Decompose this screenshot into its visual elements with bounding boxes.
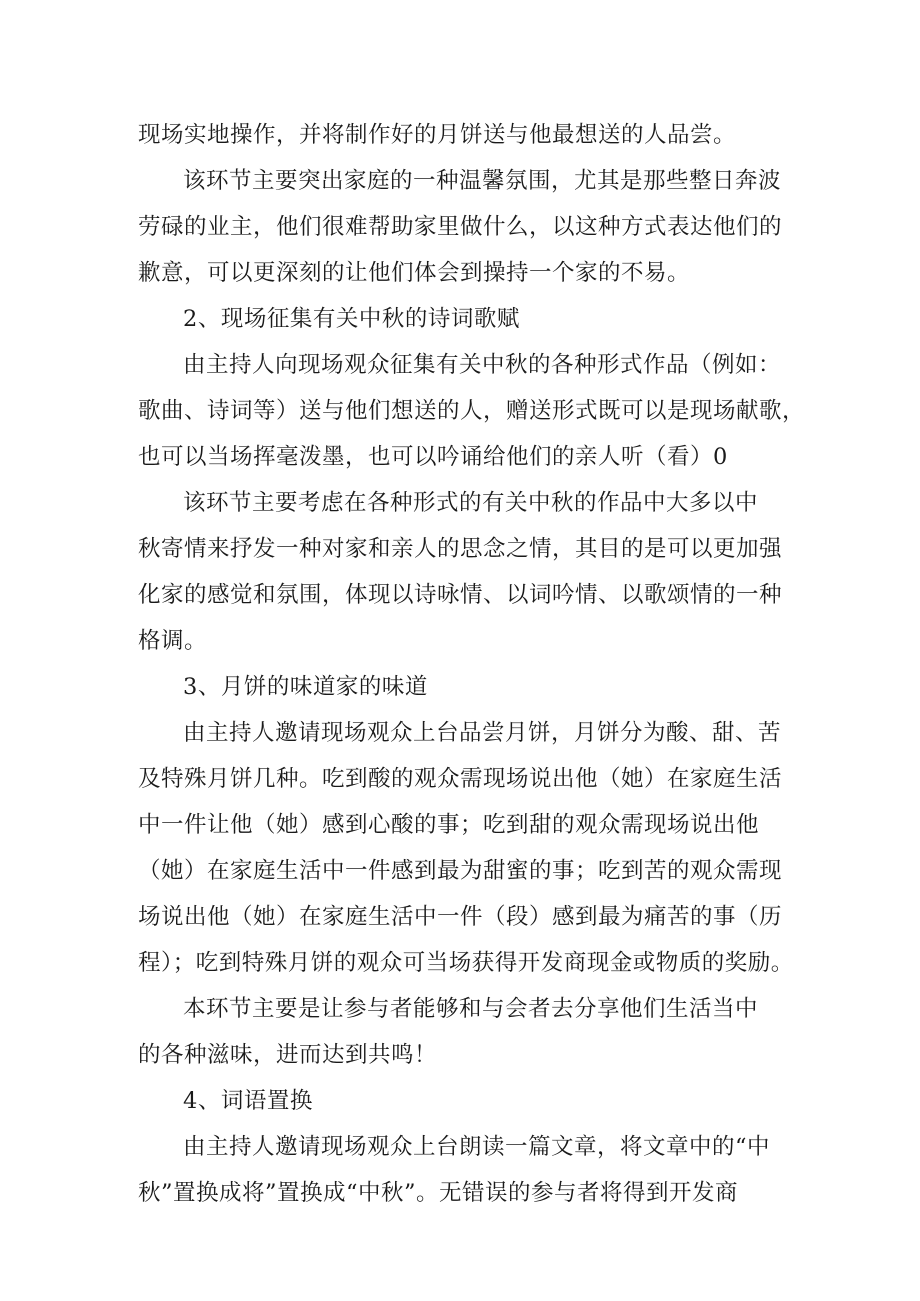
text-line: 及特殊月饼几种。吃到酸的观众需现场说出他（她）在家庭生活 xyxy=(138,766,783,792)
text-line: 本环节主要是让参与者能够和与会者去分享他们生活当中 xyxy=(183,996,759,1022)
text-line: 秋”置换成将”置换成“中秋”。无错误的参与者将得到开发商 xyxy=(138,1180,739,1206)
text-line: 的各种滋味，进而达到共鸣！ xyxy=(138,1042,438,1068)
text-line: 由主持人邀请现场观众上台朗读一篇文章，将文章中的“中 xyxy=(183,1134,771,1160)
text-line: 秋寄情来抒发一种对家和亲人的思念之情，其目的是可以更加强 xyxy=(138,536,783,562)
paragraph-2 xyxy=(138,158,786,296)
heading-text: 2、现场征集有关中秋的诗词歌赋 xyxy=(183,306,520,332)
paragraph-1 xyxy=(138,112,786,158)
paragraph-3 xyxy=(138,342,806,480)
section-heading-3 xyxy=(138,664,786,710)
text-line: 该环节主要突出家庭的一种温馨氛围，尤其是那些整日奔波 xyxy=(183,168,782,194)
text-line: 格调。 xyxy=(138,628,208,654)
text-line: 由主持人邀请现场观众上台品尝月饼，月饼分为酸、甜、苦 xyxy=(183,720,782,746)
paragraph-4 xyxy=(138,480,786,664)
heading-text: 4、词语置换 xyxy=(183,1088,313,1114)
paragraph-7 xyxy=(138,1124,786,1216)
text-line: 场说出他（她）在家庭生活中一件（段）感到最为痛苦的事（历 xyxy=(138,904,783,930)
document-page xyxy=(138,112,806,1216)
text-line: （她）在家庭生活中一件感到最为甜蜜的事；吃到苦的观众需现 xyxy=(138,858,783,884)
text-line: 也可以当场挥毫泼墨，也可以吟诵给他们的亲人听（看）0 xyxy=(138,444,728,470)
text-line: 歉意，可以更深刻的让他们体会到操持一个家的不易。 xyxy=(138,260,691,286)
text-line: 化家的感觉和氛围，体现以诗咏情、以词吟情、以歌颂情的一种 xyxy=(138,582,783,608)
text-line: 现场实地操作，并将制作好的月饼送与他最想送的人品尝。 xyxy=(138,122,737,148)
heading-text: 3、月饼的味道家的味道 xyxy=(183,674,428,700)
text-line: 中一件让他（她）感到心酸的事；吃到甜的观众需现场说出他 xyxy=(138,812,760,838)
paragraph-6 xyxy=(138,986,786,1078)
text-line: 劳碌的业主，他们很难帮助家里做什么，以这种方式表达他们的 xyxy=(138,214,783,240)
section-heading-2 xyxy=(138,296,786,342)
text-line: 程）；吃到特殊月饼的观众可当场获得开发商现金或物质的奖励。 xyxy=(138,950,794,976)
text-line: 歌曲、诗词等）送与他们想送的人，赠送形式既可以是现场献歌， xyxy=(138,398,806,424)
section-heading-4 xyxy=(138,1078,786,1124)
text-line: 由主持人向现场观众征集有关中秋的各种形式作品（例如： xyxy=(183,352,782,378)
text-line: 该环节主要考虑在各种形式的有关中秋的作品中大多以中 xyxy=(183,490,759,516)
paragraph-5 xyxy=(138,710,794,986)
